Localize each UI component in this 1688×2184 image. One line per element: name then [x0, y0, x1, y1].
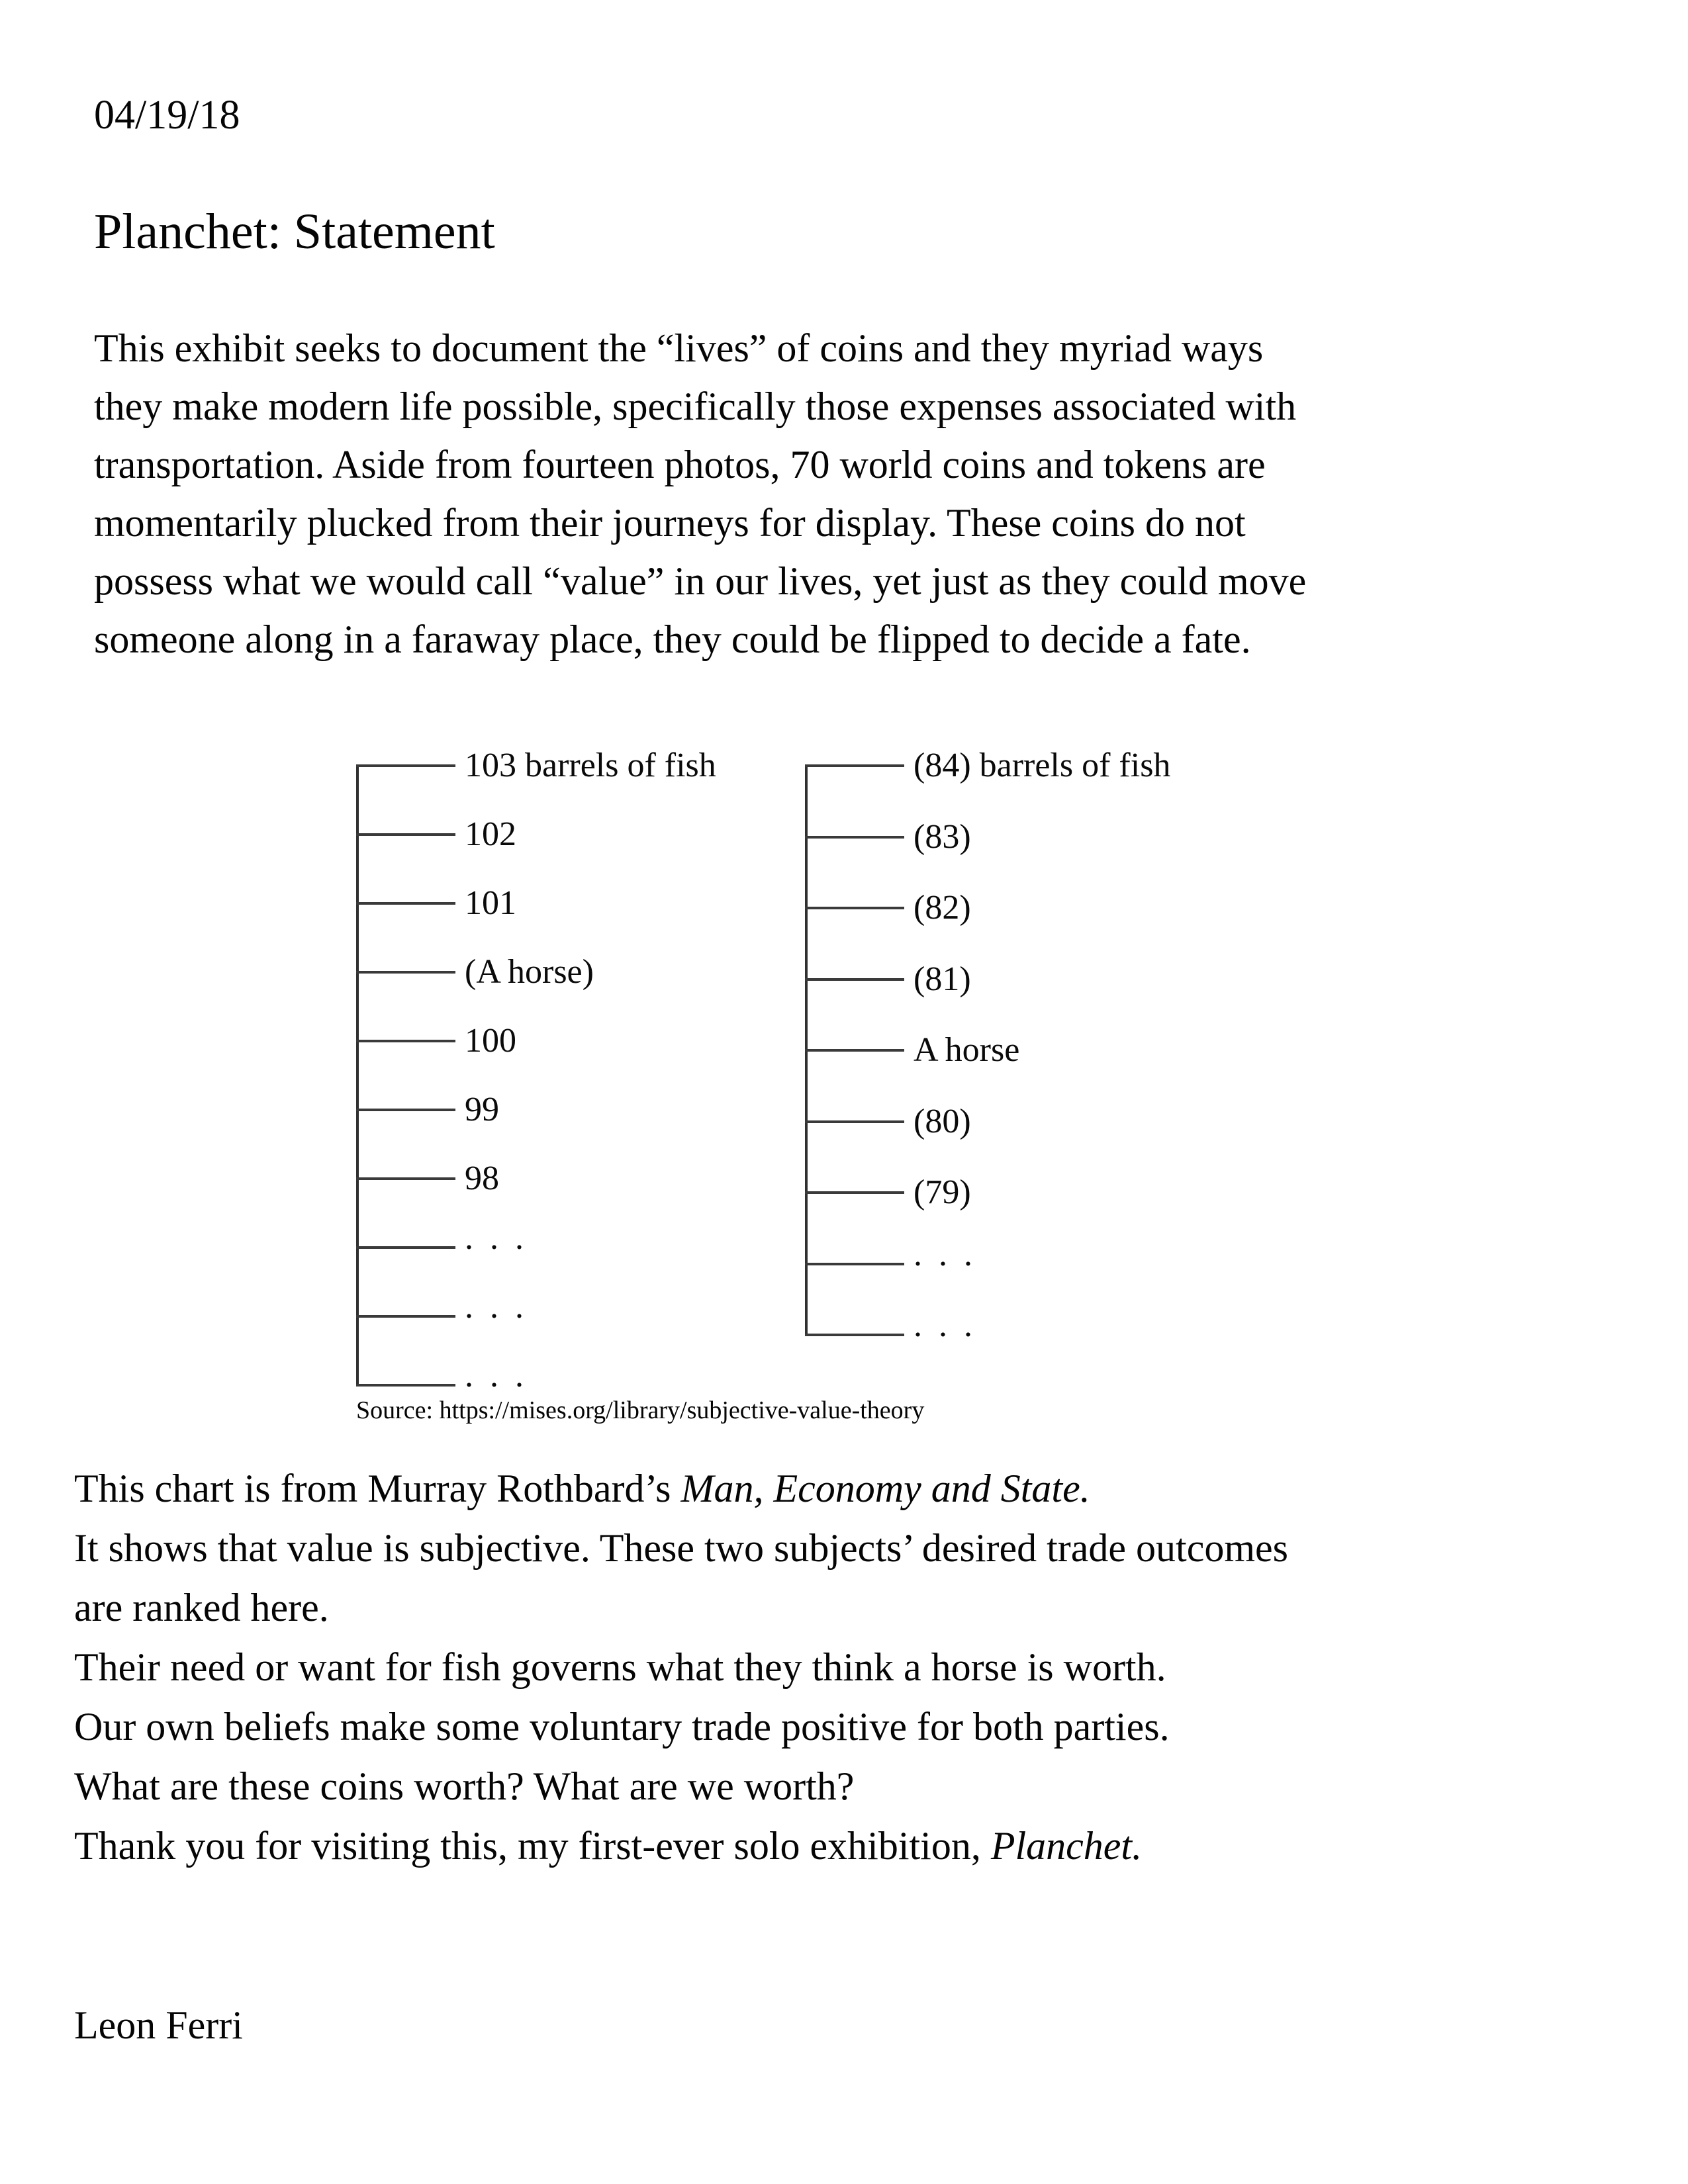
right-value-scale-tick — [805, 1120, 904, 1123]
right-value-scale-tick — [805, 1263, 904, 1265]
text-line — [74, 1816, 1288, 1876]
left-value-scale-tick — [356, 971, 455, 974]
book-title-italic: Man, Economy and State. — [680, 1467, 1090, 1510]
left-value-scale-label: . . . — [465, 1357, 528, 1394]
right-value-scale-label: (80) — [914, 1103, 971, 1140]
left-value-scale-label: 98 — [465, 1160, 499, 1197]
right-value-scale-tick — [805, 1049, 904, 1052]
date-text: 04/19/18 — [94, 93, 240, 138]
text-segment: This chart is from Murray Rothbard’s — [74, 1467, 681, 1510]
text-line: This exhibit seeks to document the “lives” of coins and they myriad ways — [94, 326, 1264, 370]
chart-explanation-paragraph — [74, 1459, 1288, 1876]
page-title: Planchet: Statement — [94, 204, 495, 259]
text-line — [74, 1459, 1288, 1518]
text-line: someone along in a faraway place, they could be flipped to decide a fate. — [94, 617, 1251, 661]
left-value-scale-label: (A horse) — [465, 953, 594, 991]
right-value-scale-tick — [805, 978, 904, 981]
left-value-scale-label: . . . — [465, 1288, 528, 1326]
text-segment: Thank you for visiting this, my first-ever solo exhibition, — [74, 1824, 991, 1868]
left-value-scale-tick — [356, 1315, 455, 1318]
text-line: momentarily plucked from their journeys for display. These coins do not — [94, 501, 1246, 545]
right-value-scale-tick — [805, 764, 904, 767]
left-value-scale-tick — [356, 1177, 455, 1180]
source-caption: Source: https://mises.org/library/subjective-value-theory — [356, 1396, 925, 1424]
right-value-scale-label: (81) — [914, 960, 971, 998]
right-value-scale-tick — [805, 907, 904, 909]
right-value-scale-label: . . . — [914, 1236, 976, 1273]
right-value-scale-tick — [805, 836, 904, 839]
text-line: they make modern life possible, specifically those expenses associated with — [94, 385, 1297, 428]
signature-text: Leon Ferri — [74, 2003, 243, 2047]
right-value-scale-label: A horse — [914, 1031, 1020, 1069]
left-value-scale-label: 103 barrels of fish — [465, 747, 716, 784]
text-line: possess what we would call “value” in our lives, yet just as they could move — [94, 559, 1307, 603]
left-value-scale-tick — [356, 902, 455, 905]
exhibition-title-italic: Planchet. — [990, 1824, 1143, 1868]
left-value-scale-tick — [356, 833, 455, 836]
right-value-scale-label: (83) — [914, 818, 971, 856]
text-line: are ranked here. — [74, 1586, 329, 1629]
left-value-scale-tick — [356, 1109, 455, 1111]
right-value-scale-tick — [805, 1334, 904, 1336]
text-line: It shows that value is subjective. These two subjects’ desired trade outcomes — [74, 1526, 1288, 1570]
left-value-scale-label: 102 — [465, 815, 516, 853]
text-line: What are these coins worth? What are we worth? — [74, 1764, 855, 1808]
left-value-scale-tick — [356, 1384, 455, 1387]
right-value-scale-label: (82) — [914, 889, 971, 927]
text-line: Their need or want for fish governs what they think a horse is worth. — [74, 1645, 1166, 1689]
left-value-scale-label: . . . — [465, 1219, 528, 1257]
left-value-scale-label: 101 — [465, 884, 516, 922]
right-value-scale-axis — [805, 764, 808, 1336]
left-value-scale-tick — [356, 764, 455, 767]
statement-paragraph — [94, 319, 1306, 668]
right-value-scale-label: (84) barrels of fish — [914, 747, 1171, 784]
left-value-scale-tick — [356, 1246, 455, 1249]
text-line: transportation. Aside from fourteen photos, 70 world coins and tokens are — [94, 443, 1266, 486]
left-value-scale-label: 99 — [465, 1091, 499, 1128]
right-value-scale-label: . . . — [914, 1306, 976, 1344]
right-value-scale-label: (79) — [914, 1173, 971, 1211]
left-value-scale-tick — [356, 1040, 455, 1042]
left-value-scale-axis — [356, 764, 359, 1387]
text-line: Our own beliefs make some voluntary trade positive for both parties. — [74, 1705, 1170, 1749]
right-value-scale-tick — [805, 1191, 904, 1194]
left-value-scale-label: 100 — [465, 1022, 516, 1060]
